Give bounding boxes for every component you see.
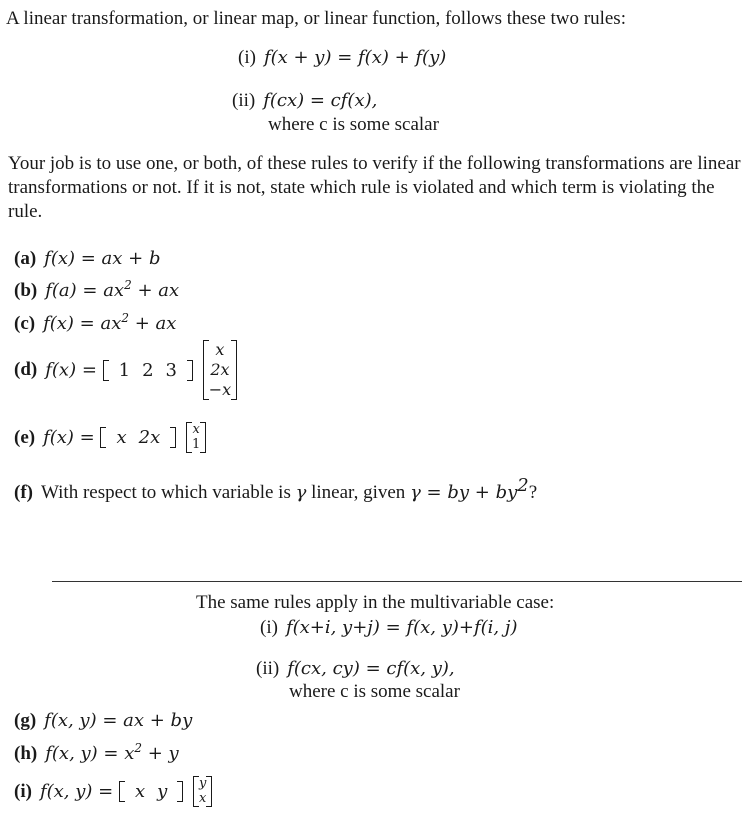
task-paragraph: Your job is to use one, or both, of these rules to verify if the following transformations are linear transformations or not. If it is not, state which rule is violated and which term is violating the rule. (8, 153, 741, 222)
col-entry: x (192, 422, 200, 437)
problem-e-row-matrix (100, 427, 176, 448)
multi-rule-i (260, 617, 517, 639)
column-vector (192, 422, 200, 452)
problem-c-exp: 2 (121, 311, 130, 325)
rule-ii-expr: f(cx) = cf(x), (263, 90, 378, 111)
problem-f-text-pre: With respect to which variable is (40, 482, 296, 503)
problem-f-text-end: ? (528, 482, 538, 503)
col-entry: x (215, 340, 225, 359)
problem-h-label: (h) (14, 743, 38, 764)
problem-d (14, 340, 237, 400)
problem-c (14, 313, 176, 335)
multi-rule-i-label: (i) (260, 617, 278, 638)
problem-e-lhs: f(x) = (43, 427, 101, 448)
row-entry: x (134, 781, 146, 802)
problem-d-label: (d) (14, 359, 38, 380)
problem-i-label: (i) (14, 780, 32, 802)
row-entry: 2 (142, 359, 154, 381)
rule-i-expr: f(x + y) = f(x) + f(y) (263, 47, 447, 68)
problem-i-col-matrix (193, 776, 212, 807)
problem-g-label: (g) (14, 710, 37, 731)
multi-scalar-note: where c is some scalar (289, 681, 460, 702)
problem-h-rest: + y (142, 743, 179, 764)
problem-a (14, 248, 160, 270)
problem-g-expr: f(x, y) = ax + by (44, 710, 193, 731)
col-entry: 2x (210, 360, 230, 379)
rule-i (238, 47, 446, 69)
problem-d-row-matrix (103, 360, 193, 381)
problem-d-lhs: f(x) = (45, 359, 103, 381)
problem-i-row-matrix (119, 781, 183, 802)
problem-g (14, 710, 192, 732)
problem-b-label: (b) (14, 280, 38, 301)
scalar-note: where c is some scalar (268, 114, 439, 135)
problem-f-exp: 2 (517, 475, 529, 496)
problem-f-text-mid: linear, given (306, 482, 411, 503)
problem-h-lhs: f(x, y) = x (45, 743, 135, 764)
multi-rule-ii (256, 658, 455, 680)
rule-ii (232, 90, 377, 112)
column-vector (199, 776, 206, 806)
problem-d-col-matrix (203, 340, 237, 400)
rule-i-label: (i) (238, 47, 256, 68)
problem-b-exp: 2 (124, 278, 132, 292)
problem-e (14, 422, 206, 453)
problem-i (14, 776, 212, 807)
col-entry: −x (208, 380, 232, 399)
multi-rule-ii-expr: f(cx, cy) = cf(x, y), (287, 658, 455, 679)
multi-rule-ii-label: (ii) (256, 658, 280, 679)
row-vector (125, 781, 177, 802)
problem-c-rest: + ax (129, 313, 177, 334)
problem-i-lhs: f(x, y) = (39, 781, 119, 802)
col-entry: x (199, 791, 207, 806)
problem-f-expr: γ = by + by (410, 482, 518, 503)
multi-rule-i-expr: f(x+i, y+j) = f(x, y)+f(i, j) (285, 617, 518, 638)
problem-c-label: (c) (14, 313, 36, 334)
problem-f-gamma: γ (295, 482, 307, 503)
row-vector (106, 427, 170, 448)
row-entry: x (116, 427, 127, 448)
problem-e-label: (e) (14, 426, 36, 448)
problem-a-label: (a) (14, 248, 37, 269)
rule-ii-label: (ii) (232, 90, 256, 111)
problem-b-lhs: f(a) = ax (45, 280, 125, 301)
col-entry: y (199, 776, 207, 791)
problem-h (14, 743, 179, 765)
section-divider (52, 581, 742, 582)
col-entry: 1 (191, 437, 201, 452)
problem-c-lhs: f(x) = ax (43, 313, 122, 334)
problem-b-rest: + ax (131, 280, 180, 301)
problem-f (14, 475, 538, 504)
intro-text: A linear transformation, or linear map, or linear function, follows these two rules: (6, 8, 626, 29)
problem-f-label: (f) (14, 482, 33, 503)
row-entry: y (157, 781, 168, 802)
row-vector (109, 360, 187, 381)
column-vector (209, 340, 231, 400)
problem-e-col-matrix (186, 422, 206, 453)
problem-h-exp: 2 (134, 741, 143, 755)
row-entry: 1 (118, 359, 131, 381)
problem-a-expr: f(x) = ax + b (44, 248, 161, 269)
row-entry: 2x (138, 427, 161, 448)
problem-b (14, 280, 179, 302)
row-entry: 3 (165, 359, 177, 381)
multivariable-intro: The same rules apply in the multivariable case: (196, 592, 555, 613)
